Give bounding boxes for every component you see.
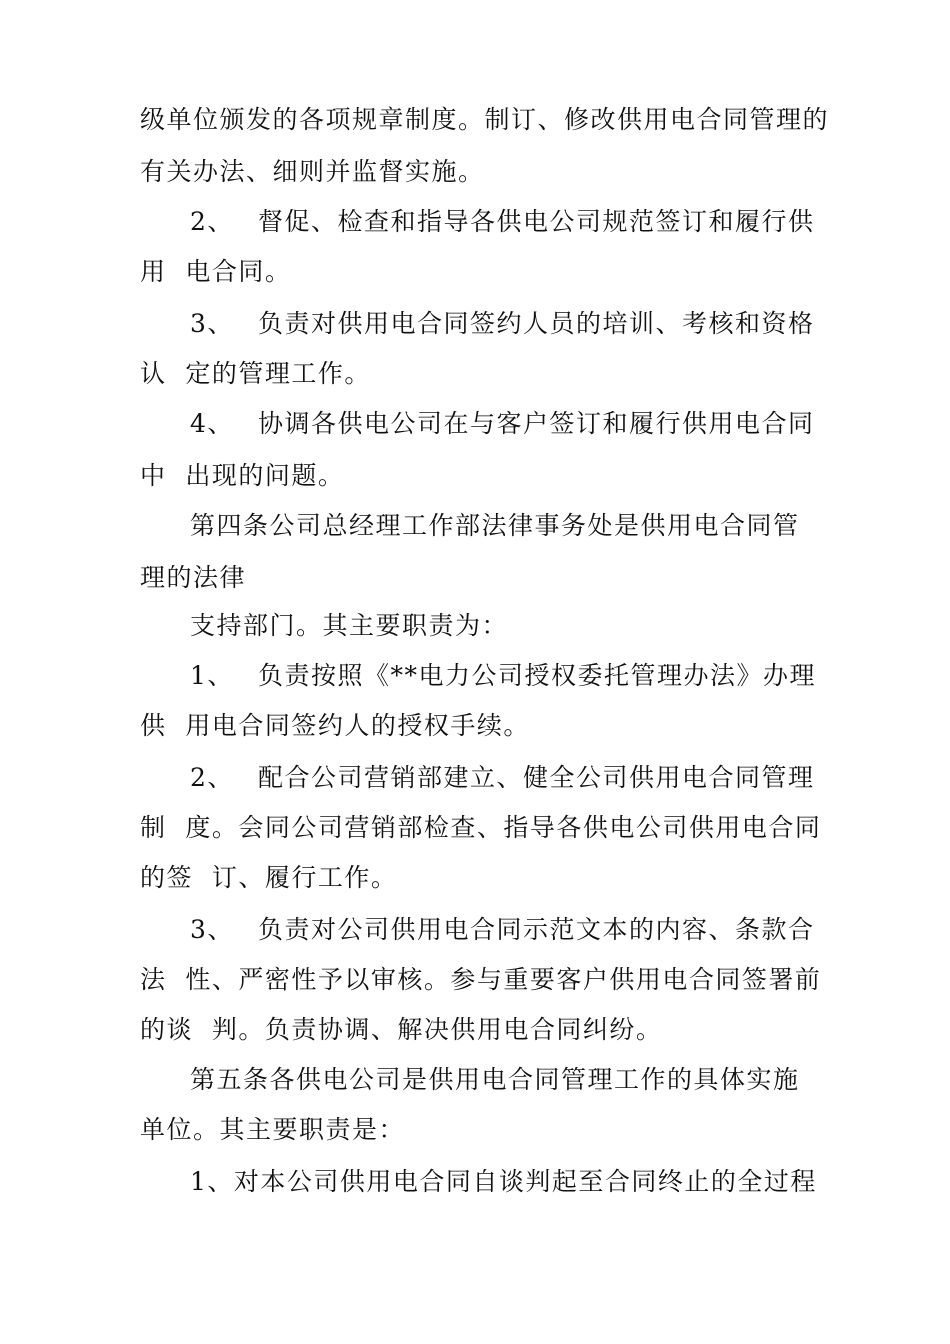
list-number: 2、 xyxy=(190,207,234,236)
text-line: 级单位颁发的各项规章制度。制订、修改供用电合同管理的 xyxy=(140,105,830,134)
list-number: 4、 xyxy=(190,409,234,438)
text-line: 的签 订、履行工作。 xyxy=(140,863,398,892)
text-line: 认 定的管理工作。 xyxy=(140,359,371,388)
text-line: 负责对供用电合同签约人员的培训、考核和资格 xyxy=(258,309,815,338)
text-line: 供 用电合同签约人的授权手续。 xyxy=(140,711,530,740)
text-line: 支持部门。其主要职责为： xyxy=(190,611,509,640)
text-line: 用 电合同。 xyxy=(140,257,292,286)
list-number: 2、 xyxy=(190,763,234,792)
text-line: 督促、检查和指导各供电公司规范签订和履行供 xyxy=(258,207,815,236)
list-number: 3、 xyxy=(190,309,234,338)
text-line: 配合公司营销部建立、健全公司供用电合同管理 xyxy=(258,763,815,792)
text-line: 的谈 判。负责协调、解决供用电合同纠纷。 xyxy=(140,1015,663,1044)
text-line: 中 出现的问题。 xyxy=(140,461,345,490)
text-line: 协调各供电公司在与客户签订和履行供用电合同 xyxy=(258,409,815,438)
text-line: 负责对公司供用电合同示范文本的内容、条款合 xyxy=(258,915,815,944)
text-line: 理的法律 xyxy=(140,563,247,592)
list-number: 1、 xyxy=(190,661,234,690)
text-line: 制 度。会同公司营销部检查、指导各供电公司供用电合同 xyxy=(140,813,822,842)
text-line: 单位。其主要职责是： xyxy=(140,1115,406,1144)
text-line: 有关办法、细则并监督实施。 xyxy=(140,157,485,186)
text-line: 法 性、严密性予以审核。参与重要客户供用电合同签署前 xyxy=(140,965,822,994)
text-line: 负责按照《**电力公司授权委托管理办法》办理 xyxy=(258,661,817,690)
article-heading: 第五条各供电公司是供用电合同管理工作的具体实施 xyxy=(190,1065,800,1094)
list-number: 3、 xyxy=(190,915,234,944)
text-line: 1、对本公司供用电合同自谈判起至合同终止的全过程 xyxy=(190,1167,817,1196)
article-heading: 第四条公司总经理工作部法律事务处是供用电合同管 xyxy=(190,511,800,540)
